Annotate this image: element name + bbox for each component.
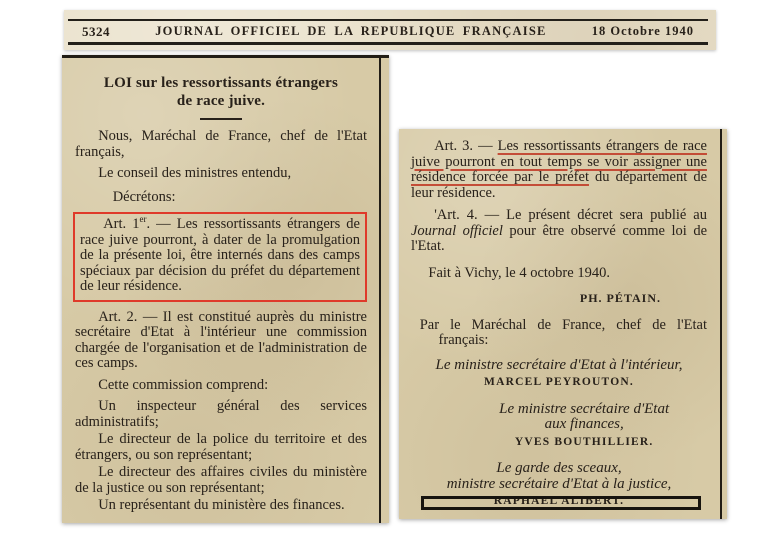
law-title-line2: de race juive.: [176, 93, 266, 109]
signature-name-bouthillier: YVES BOUTHILLIER.: [514, 435, 654, 448]
signature-petain: PH. PÉTAIN.: [579, 291, 661, 305]
article-1-highlight-box: [73, 212, 367, 302]
signature-title-justice-line1: Le garde des sceaux,: [496, 460, 622, 476]
law-title-line1: LOI sur les ressortissants étrangers: [103, 75, 339, 91]
right-column-clipping: [399, 129, 727, 519]
article-3-rest-text: du département de leur résidence.: [411, 169, 708, 201]
article-1-label-superscript: er: [139, 214, 147, 225]
list-item-directeur-affaires: Le directeur des affaires civiles du ministère de la justice ou son représentant;: [75, 464, 367, 496]
left-column-clipping: [62, 55, 389, 523]
signature-title-justice-line2: ministre secrétaire d'Etat à la justice,: [446, 475, 672, 492]
article-1-text: . — Les ressortissants étrangers de race juive pourront, à dater de la promulgation de la présente loi, être internés dans des camps spéciaux par décision du préfet du département de leur résidence.: [80, 216, 360, 294]
bottom-frame-bar: [421, 496, 701, 510]
paragraph-nous: Nous, Maréchal de France, chef de l'Etat français,: [75, 128, 367, 160]
list-item-directeur-police: Le directeur de la police du territoire et des étrangers, ou son représentant;: [75, 431, 367, 463]
page-number: 5324: [82, 23, 110, 39]
journal-title: JOURNAL OFFICIEL DE LA REPUBLIQUE FRANÇAISE: [155, 24, 547, 38]
title-divider: [200, 118, 242, 120]
signature-name-peyrouton: MARCEL PEYROUTON.: [484, 376, 634, 388]
journal-header-strip: [64, 10, 716, 50]
law-title: [75, 74, 367, 110]
article-4-text-post: pour être observé comme loi de l'Etat.: [411, 222, 708, 254]
column-rule-right: [720, 129, 722, 519]
signature-title-justice: [411, 461, 707, 492]
article-4-text-pre: Le présent décret sera publié au: [506, 207, 707, 223]
journal-date: 18 Octobre 1940: [591, 24, 694, 38]
paragraph-fait-a-vichy: Fait à Vichy, le 4 octobre 1940.: [428, 264, 610, 281]
list-item-inspecteur: Un inspecteur général des services administratifs;: [75, 398, 367, 430]
signature-title-finances-line1: Le ministre secrétaire d'Etat: [499, 400, 670, 417]
paragraph-commission: Cette commission comprend:: [98, 376, 269, 393]
column-rule-left: [379, 58, 381, 523]
article-3-underlined-text: Les ressortissants étrangers de race juive pourront en tout temps se voir assigner une résidence forcée par le préfet: [411, 138, 707, 185]
article-2-paragraph: Art. 2. — Il est constitué auprès du ministre secrétaire d'Etat à l'intérieur une commission chargée de l'organisation et de l'administration de ces camps.: [75, 308, 367, 371]
article-4-label: 'Art. 4. —: [434, 207, 507, 223]
article-1-paragraph: [80, 214, 360, 295]
signature-title-interieur: Le ministre secrétaire d'Etat à l'intérieur,: [435, 356, 683, 373]
paragraph-par-le-marechal: Par le Maréchal de France, chef de l'Etat français:: [419, 316, 707, 348]
signature-block-finances: [461, 402, 707, 451]
signature-name-alibert: RAPHAEL ALIBERT.: [493, 495, 625, 507]
article-3-paragraph: [411, 139, 707, 201]
paragraph-decretons: Décrétons:: [112, 188, 176, 205]
journal-header-row: [68, 19, 708, 45]
journal-officiel-italic: Journal officiel: [411, 222, 503, 239]
article-3-label: Art. 3. —: [434, 138, 498, 154]
article-4-paragraph: [411, 208, 707, 255]
list-item-representant-finances: Un représentant du ministère des finances.: [98, 497, 345, 513]
signature-title-finances: [461, 402, 707, 433]
signature-title-finances-line2: aux finances,: [544, 416, 624, 432]
paragraph-conseil: Le conseil des ministres entendu,: [98, 165, 292, 181]
article-1-label: Art. 1: [103, 216, 140, 232]
